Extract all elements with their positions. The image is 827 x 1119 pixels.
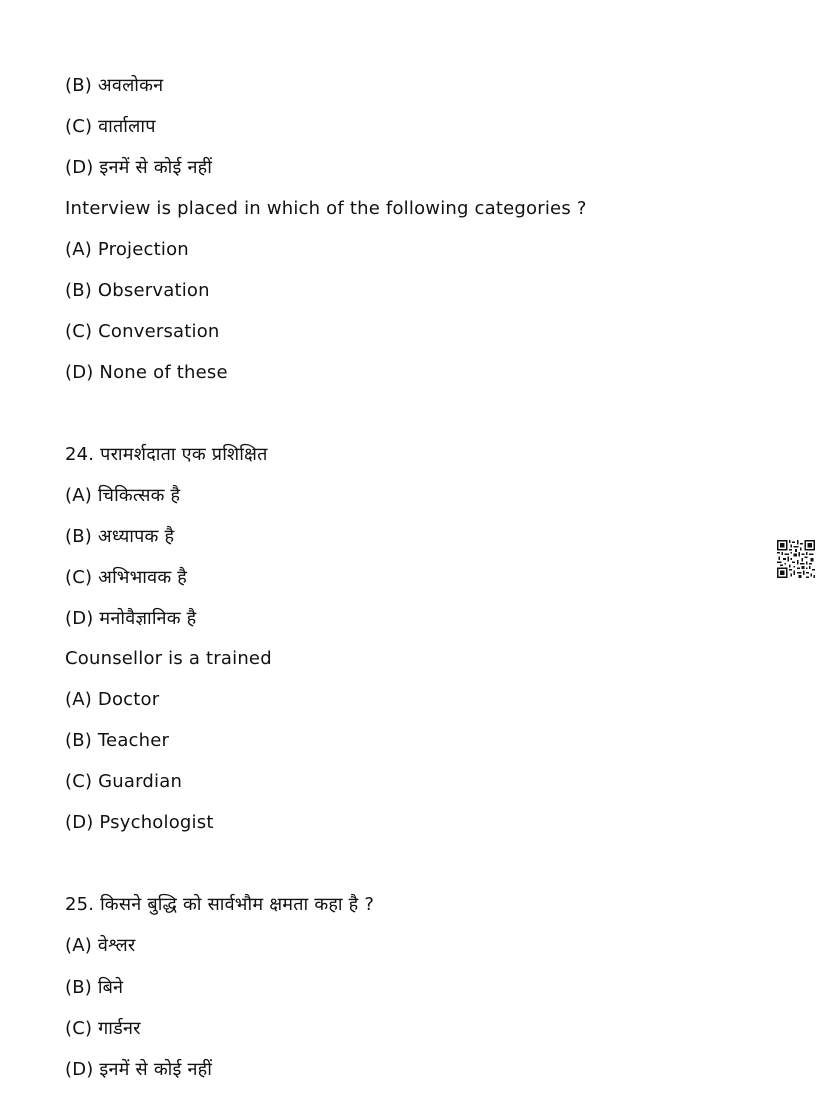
option-d-english-q23: (D) None of these [65,362,228,383]
question-23-english: Interview is placed in which of the following categories ? [65,198,587,219]
option-c-hindi-q25: (C) गार्डनर [65,1018,141,1039]
question-24-hindi: 24. परामर्शदाता एक प्रशिक्षित [65,444,268,465]
option-c-english-q24: (C) Guardian [65,771,183,792]
option-b-hindi-q23: (B) अवलोकन [65,75,164,96]
option-a-english-q23: (A) Projection [65,239,189,260]
option-a-hindi-q24: (A) चिकित्सक है [65,485,181,506]
option-d-hindi-q23: (D) इनमें से कोई नहीं [65,157,213,178]
question-25-hindi: 25. किसने बुद्धि को सार्वभौम क्षमता कहा है ? [65,894,375,915]
option-b-english-q24: (B) Teacher [65,730,170,751]
option-d-hindi-q24: (D) मनोवैज्ञानिक है [65,608,197,629]
option-b-english-q23: (B) Observation [65,280,210,301]
option-d-hindi-q25: (D) इनमें से कोई नहीं [65,1059,213,1080]
option-c-hindi-q23: (C) वार्तालाप [65,116,156,137]
question-24-english: Counsellor is a trained [65,648,272,669]
option-c-english-q23: (C) Conversation [65,321,220,342]
option-a-hindi-q25: (A) वेश्लर [65,935,136,956]
option-b-hindi-q24: (B) अध्यापक है [65,526,175,547]
option-c-hindi-q24: (C) अभिभावक है [65,567,188,588]
option-d-english-q24: (D) Psychologist [65,812,214,833]
option-b-hindi-q25: (B) बिने [65,977,124,998]
qr-code-icon [777,540,815,578]
option-a-english-q24: (A) Doctor [65,689,160,710]
